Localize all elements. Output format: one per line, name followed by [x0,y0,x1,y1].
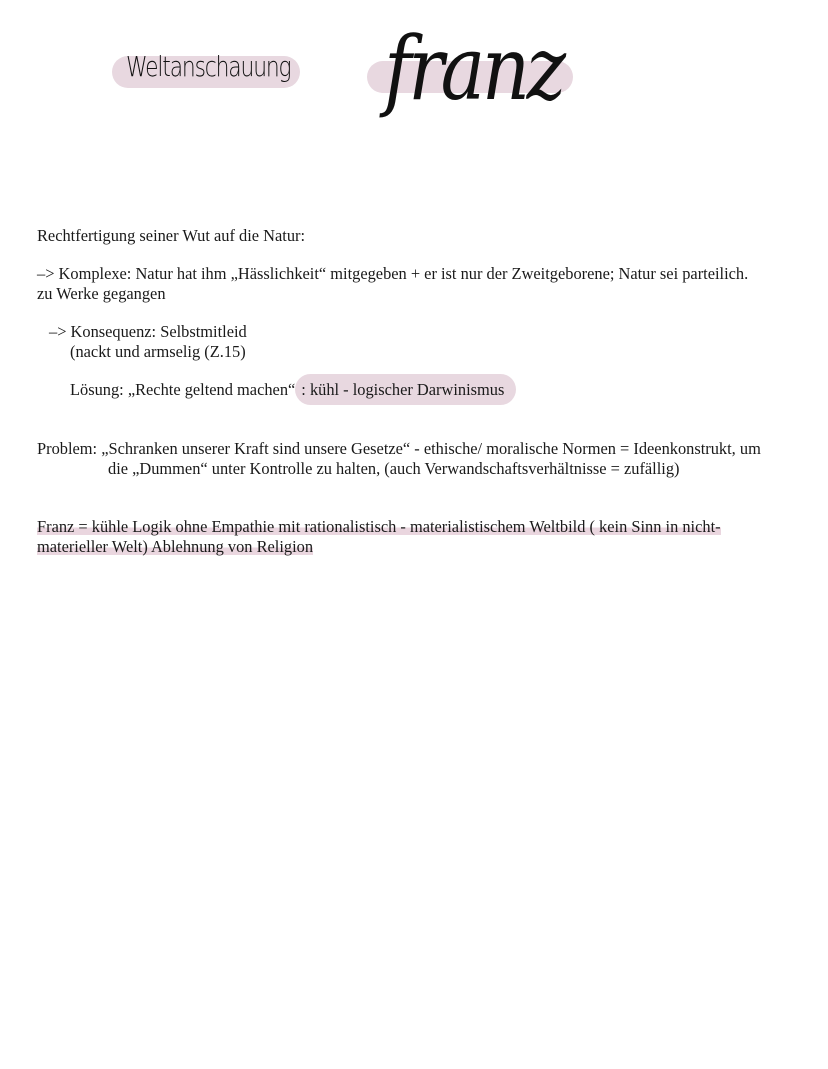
komplexe-line-1: –> Komplexe: Natur hat ihm „Hässlichkeit“ mitgegeben + er ist nur der Zweitgeborene; Natur sei parteilich. [37,264,749,283]
problem-line-1: Problem: „Schranken unserer Kraft sind unsere Gesetze“ - ethische/ moralische Normen = Ideenkonstrukt, um [37,439,761,458]
page-title: franz [384,17,563,120]
komplexe-line-2: zu Werke gegangen [37,284,166,303]
intro-text: Rechtfertigung seiner Wut auf die Natur: [37,226,306,245]
summary-line-1-text: Franz = kühle Logik ohne Empathie mit rationalistisch - materialistischem Weltbild ( kein Sinn in nicht- [37,517,721,536]
summary-line-1 [37,517,721,536]
loesung-prefix: Lösung: „Rechte geltend machen“ [70,380,296,399]
summary-line-2-text: materieller Welt) Ablehnung von Religion [37,537,314,556]
summary-line-2 [37,537,313,556]
loesung-highlight: : kühl - logischer Darwinismus [295,374,516,405]
konsequenz-line-1: –> Konsequenz: Selbstmitleid [49,322,247,341]
subtitle-heading: Weltanschauung [126,50,291,83]
konsequenz-line-2: (nackt und armselig (Z.15) [70,342,246,361]
loesung-line [70,380,516,399]
problem-line-2: die „Dummen“ unter Kontrolle zu halten, (auch Verwandschaftsverhältnisse = zufällig) [108,459,680,478]
